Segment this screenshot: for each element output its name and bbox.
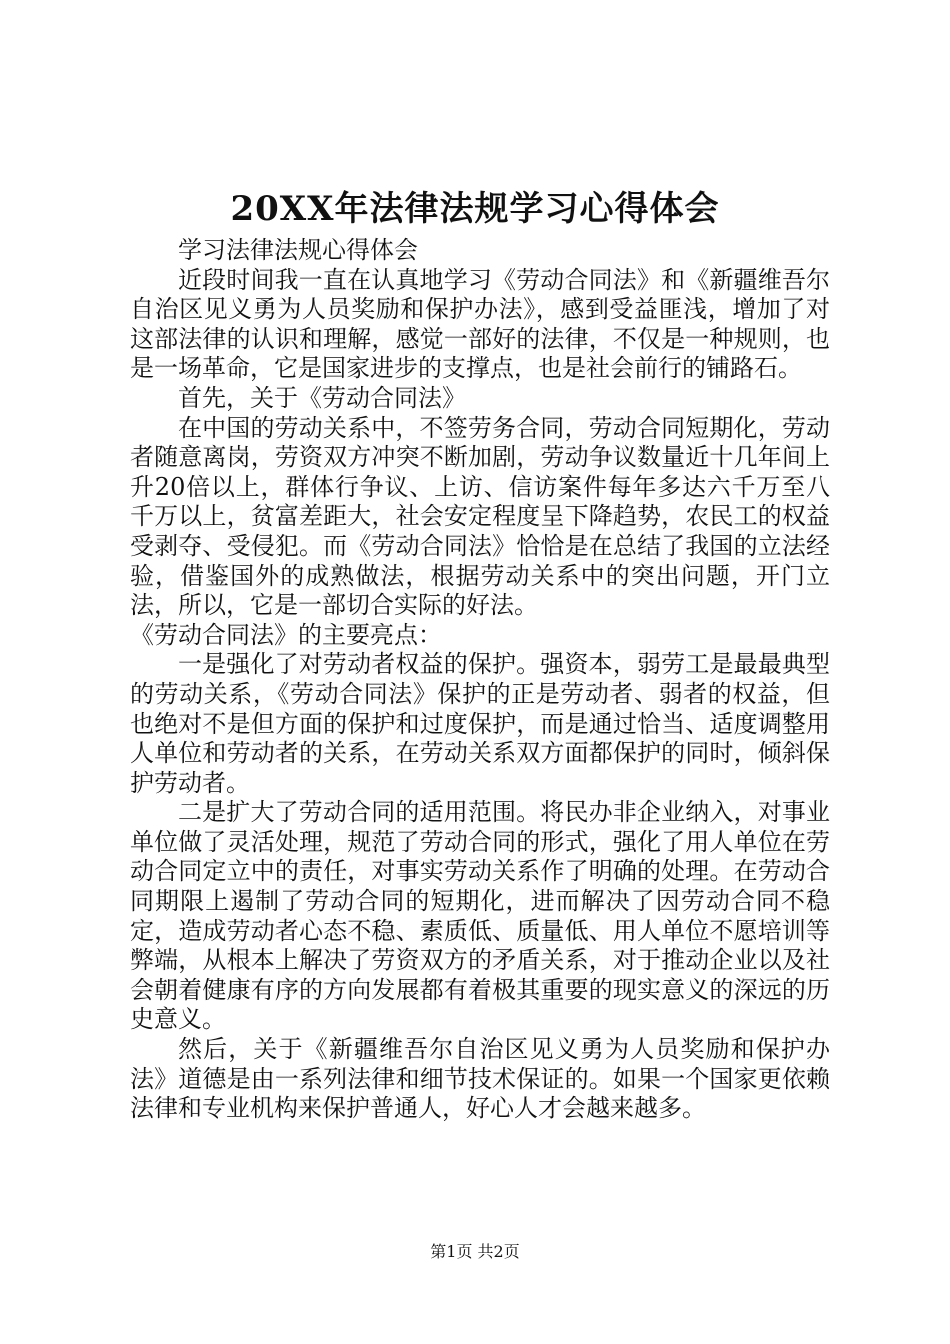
paragraph: 近段时间我一直在认真地学习《劳动合同法》和《新疆维吾尔自治区见义勇为人员奖励和保护办法》，感到受益匪浅，增加了对这部法律的认识和理解，感觉一部好的法律，不仅是一种规则，也是一场革命，它是国家进步的支撑点，也是社会前行的铺路石。 (130, 265, 830, 383)
paragraph: 学习法律法规心得体会 (178, 236, 418, 264)
paragraph: 首先，关于《劳动合同法》 (178, 383, 466, 412)
paragraph: 二是扩大了劳动合同的适用范围。将民办非企业纳入，对事业单位做了灵活处理，规范了劳动合同的形式，强化了用人单位在劳动合同定立中的责任，对事实劳动关系作了明确的处理。在劳动合同期限上遏制了劳动合同的短期化，进而解决了因劳动合同不稳定，造成劳动者心态不稳、素质低、质量低、用人单位不愿培训等弊端，从根本上解决了劳资双方的矛盾关系，对于推动企业以及社会朝着健康有序的方向发展都有着极其重要的现实意义的深远的历史意义。 (130, 798, 830, 1034)
paragraph: 然后，关于《新疆维吾尔自治区见义勇为人员奖励和保护办法》道德是由一系列法律和细节技术保证的。如果一个国家更依赖法律和专业机构来保护普通人，好心人才会越来越多。 (130, 1035, 830, 1123)
page-footer: 第1页 共2页 (430, 1242, 520, 1261)
document-body (130, 236, 830, 1124)
paragraph: 《劳动合同法》的主要亮点： (130, 620, 442, 649)
paragraph: 在中国的劳动关系中，不签劳务合同，劳动合同短期化，劳动者随意离岗，劳资双方冲突不断加剧，劳动争议数量近十几年间上升20倍以上，群体行争议、上访、信访案件每年多达六千万至八千万以上，贫富差距大，社会安定程度呈下降趋势，农民工的权益受剥夺、受侵犯。而《劳动合同法》恰恰是在总结了我国的立法经验，借鉴国外的成熟做法，根据劳动关系中的突出问题，开门立法，所以，它是一部切合实际的好法。 (130, 413, 830, 620)
document-title: 20XX年法律法规学习心得体会 (230, 189, 720, 229)
paragraph: 一是强化了对劳动者权益的保护。强资本，弱劳工是最最典型的劳动关系，《劳动合同法》保护的正是劳动者、弱者的权益，但也绝对不是但方面的保护和过度保护，而是通过恰当、适度调整用人单位和劳动者的关系，在劳动关系双方面都保护的同时，倾斜保护劳动者。 (130, 650, 830, 797)
